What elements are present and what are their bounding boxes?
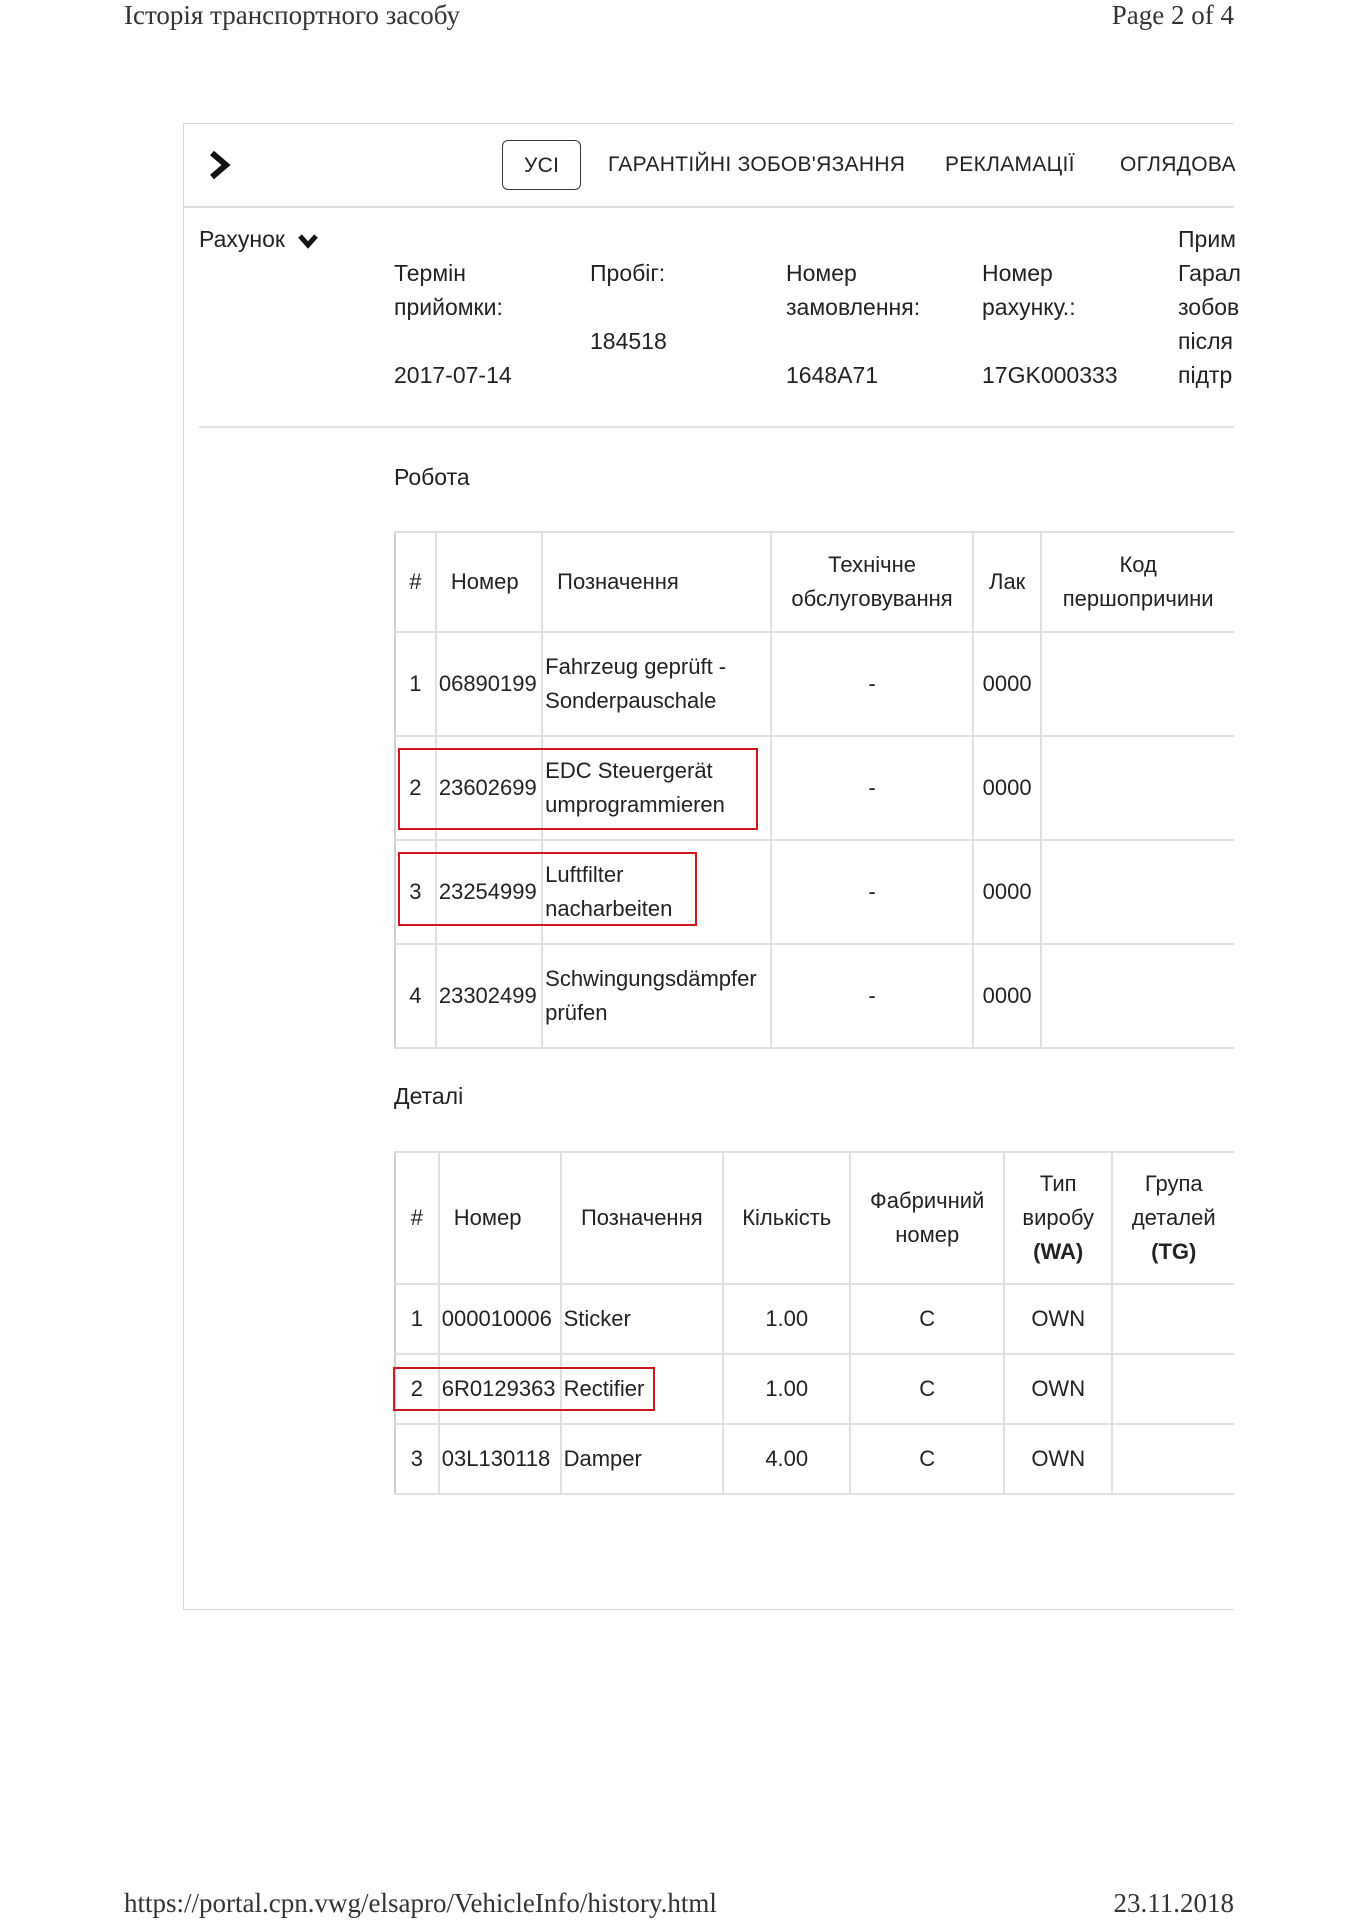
invoice-number-value: 17GK000333	[982, 362, 1118, 388]
parts-section-title: Деталі	[394, 1083, 464, 1109]
row-description	[542, 632, 771, 736]
mileage-value: 184518	[590, 328, 667, 354]
row-index: 1	[395, 632, 436, 736]
table-row	[395, 1284, 1234, 1354]
parts-table	[394, 1151, 1234, 1495]
row-paint: 0000	[973, 840, 1041, 944]
row-description-line: Sonderpauschale	[545, 688, 717, 713]
parts-col-product-type	[1004, 1152, 1113, 1284]
row-description-line: prüfen	[545, 1000, 608, 1025]
table-row	[395, 632, 1234, 736]
row-description: Sticker	[561, 1284, 723, 1354]
row-cause-code	[1041, 632, 1234, 736]
header-line: виробу	[1022, 1205, 1094, 1230]
invoice-number-label: Номер рахунку.:	[982, 260, 1076, 320]
parts-col-part-group	[1112, 1152, 1234, 1284]
table-row	[395, 736, 1234, 840]
row-product-type: OWN	[1004, 1284, 1113, 1354]
order-value: 1648A71	[786, 362, 879, 388]
parts-col-number: Номер	[439, 1152, 561, 1284]
row-cause-code	[1041, 736, 1234, 840]
header-line: номер	[895, 1222, 960, 1247]
table-row	[395, 1424, 1234, 1494]
header-line: (TG)	[1151, 1239, 1197, 1264]
row-cause-code	[1041, 944, 1234, 1048]
row-description-line: umprogrammieren	[545, 792, 725, 817]
row-number: 23254999	[436, 840, 542, 944]
row-index: 2	[395, 736, 436, 840]
row-product-type: OWN	[1004, 1354, 1113, 1424]
page-header-title: Історія транспортного засобу	[124, 0, 460, 30]
parts-col-description: Позначення	[561, 1152, 723, 1284]
header-line: деталей	[1131, 1205, 1216, 1230]
row-quantity: 1.00	[723, 1284, 850, 1354]
work-col-number: Номер	[436, 532, 542, 632]
tab-all[interactable]: УСІ	[502, 140, 581, 190]
mileage	[590, 222, 667, 358]
acceptance-value: 2017-07-14	[394, 362, 512, 388]
work-col-cause-code: Код першопричини	[1041, 532, 1234, 632]
row-product-type: OWN	[1004, 1424, 1113, 1494]
row-factory-number: C	[850, 1354, 1003, 1424]
chevron-right-icon[interactable]	[204, 149, 236, 181]
row-number: 06890199	[436, 632, 542, 736]
row-description-line: Fahrzeug geprüft -	[545, 654, 727, 679]
row-part-group	[1112, 1354, 1234, 1424]
divider	[199, 426, 1234, 428]
row-index: 3	[395, 1424, 439, 1494]
row-description	[542, 736, 771, 840]
table-row	[395, 1354, 1234, 1424]
row-number: 03L130118	[439, 1424, 561, 1494]
page-number: Page 2 of 4	[1111, 0, 1234, 30]
tab-bar	[184, 124, 1234, 208]
history-panel	[183, 123, 1241, 1610]
row-index: 2	[395, 1354, 439, 1424]
row-service: -	[771, 632, 973, 736]
row-description-line: Luftfilter	[545, 862, 624, 887]
header-line: (WA)	[1033, 1239, 1084, 1264]
row-paint: 0000	[973, 632, 1041, 736]
row-quantity: 4.00	[723, 1424, 850, 1494]
page-url: https://portal.cpn.vwg/elsapro/VehicleInfo/history.html	[124, 1888, 717, 1918]
row-index: 4	[395, 944, 436, 1048]
invoice-label: Рахунок	[199, 226, 285, 252]
row-quantity: 1.00	[723, 1354, 850, 1424]
row-service: -	[771, 944, 973, 1048]
table-row	[395, 840, 1234, 944]
row-description: Rectifier	[561, 1354, 723, 1424]
row-description: Damper	[561, 1424, 723, 1494]
work-col-index: #	[395, 532, 436, 632]
row-paint: 0000	[973, 944, 1041, 1048]
acceptance-date	[394, 222, 512, 392]
row-description	[542, 840, 771, 944]
tab-inspection[interactable]: ОГЛЯДОВА	[1120, 153, 1236, 176]
work-table	[394, 531, 1234, 1049]
row-number: 23602699	[436, 736, 542, 840]
parts-col-index: #	[395, 1152, 439, 1284]
invoice-number	[982, 222, 1118, 392]
invoice-toggle[interactable]	[199, 222, 319, 256]
row-cause-code	[1041, 840, 1234, 944]
parts-col-factory-number	[850, 1152, 1003, 1284]
work-col-paint: Лак	[973, 532, 1041, 632]
order-number	[786, 222, 920, 392]
parts-col-quantity: Кількість	[723, 1152, 850, 1284]
row-part-group	[1112, 1284, 1234, 1354]
row-service: -	[771, 840, 973, 944]
row-number: 23302499	[436, 944, 542, 1048]
row-number: 6R0129363	[439, 1354, 561, 1424]
header-line: Фабричний	[870, 1188, 985, 1213]
row-description-line: EDC Steuergerät	[545, 758, 713, 783]
row-index: 3	[395, 840, 436, 944]
chevron-down-icon	[297, 233, 319, 249]
row-index: 1	[395, 1284, 439, 1354]
tab-complaints[interactable]: РЕКЛАМАЦІЇ	[945, 153, 1075, 176]
row-number: 000010006	[439, 1284, 561, 1354]
table-row	[395, 944, 1234, 1048]
header-line: Група	[1144, 1171, 1203, 1196]
row-description-line: Schwingungsdämpfer	[545, 966, 757, 991]
row-factory-number: C	[850, 1424, 1003, 1494]
invoice-note: Прим Гарал зобов після підтр	[1178, 226, 1241, 388]
mileage-label: Пробіг:	[590, 260, 666, 286]
page-date: 23.11.2018	[1113, 1888, 1234, 1918]
row-description-line: nacharbeiten	[545, 896, 673, 921]
row-factory-number: C	[850, 1284, 1003, 1354]
row-part-group	[1112, 1424, 1234, 1494]
row-service: -	[771, 736, 973, 840]
work-col-description: Позначення	[542, 532, 771, 632]
row-paint: 0000	[973, 736, 1041, 840]
work-section-title: Робота	[394, 464, 470, 490]
order-label: Номер замовлення:	[786, 260, 921, 320]
work-col-service: Технічне обслуговування	[771, 532, 973, 632]
header-line: Тип	[1039, 1171, 1077, 1196]
tab-warranty[interactable]: ГАРАНТІЙНІ ЗОБОВ'ЯЗАННЯ	[608, 153, 906, 176]
row-description	[542, 944, 771, 1048]
acceptance-label: Термін прийомки:	[394, 260, 503, 320]
